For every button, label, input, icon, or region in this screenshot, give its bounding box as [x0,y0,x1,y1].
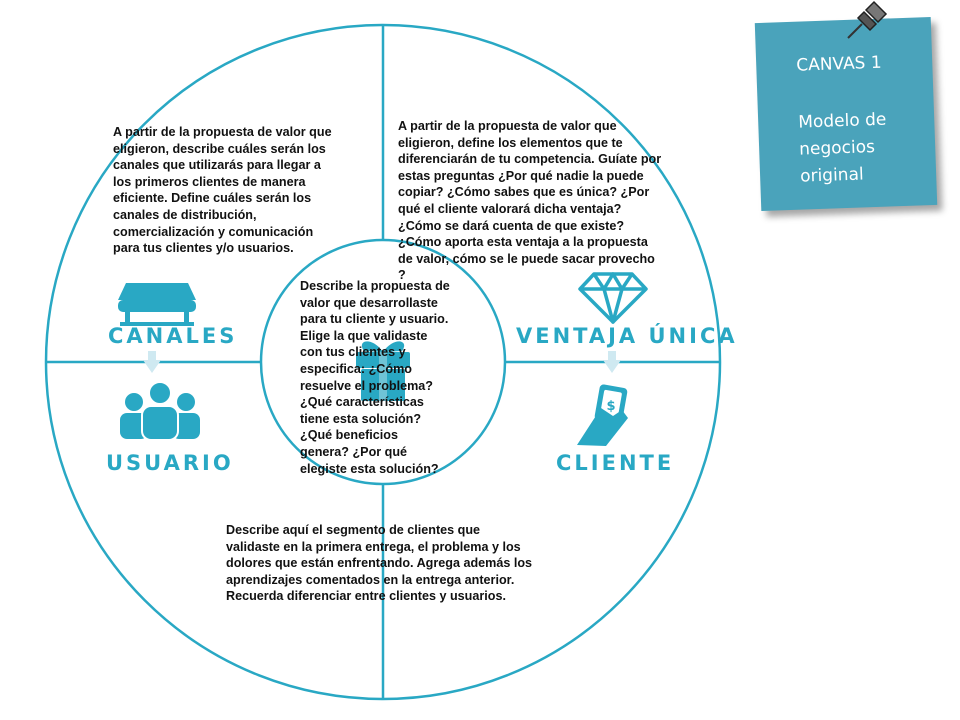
text-ventaja-unica: A partir de la propuesta de valor que eligieron, define los elementos que te diferenciarán de tu competencia. Guíate por estas preguntas ¿Por qué nadie la puede copiar? ¿Cómo sabes que es única? ¿Por qué el cliente valorará dicha ventaja? ¿Cómo se dará cuenta de que existe? ¿Cómo aporta esta ventaja a la propuesta de valor, cómo se le puede sacar provecho ? [398,119,662,283]
users-group-icon [120,382,200,440]
down-arrow-icon [143,351,161,373]
pushpin-icon [842,0,892,44]
canvas-note [755,17,937,211]
hand-money-icon [577,384,628,446]
storefront-icon [118,283,196,326]
note-body: Modelo de negocios original [797,109,887,187]
note-title: CANVAS 1 [795,52,882,76]
text-propuesta-valor: Describe la propuesta de valor que desarrollaste para tu cliente y usuario. Elige la que validaste con tus clientes y especifica: ¿Cómo resuelve el problema? ¿Qué características tiene esta solución? ¿Qué beneficios genera? ¿Por qué elegiste esta solución? [300,279,450,476]
label-cliente: CLIENTE [556,451,675,475]
label-usuario: USUARIO [106,451,234,475]
svg-text:$: $ [606,399,616,414]
label-ventaja-unica: VENTAJA ÚNICA [516,324,738,348]
down-arrow-icon [603,351,621,373]
label-canales: CANALES [108,324,238,348]
text-cliente: Describe aquí el segmento de clientes que validaste en la primera entrega, el problema y los dolores que están enfrentando. Agrega además los aprendizajes comentados en la entrega anterior. Recuerda diferenciar entre clientes y usuarios. [226,523,533,604]
text-canales: A partir de la propuesta de valor que eligieron, describe cuáles serán los canales que utilizarás para llegar a los primeros clientes de manera eficiente. Define cuáles serán los canales de distribución, comercialización y comunicación para tus clientes y/o usuarios. [113,125,332,256]
